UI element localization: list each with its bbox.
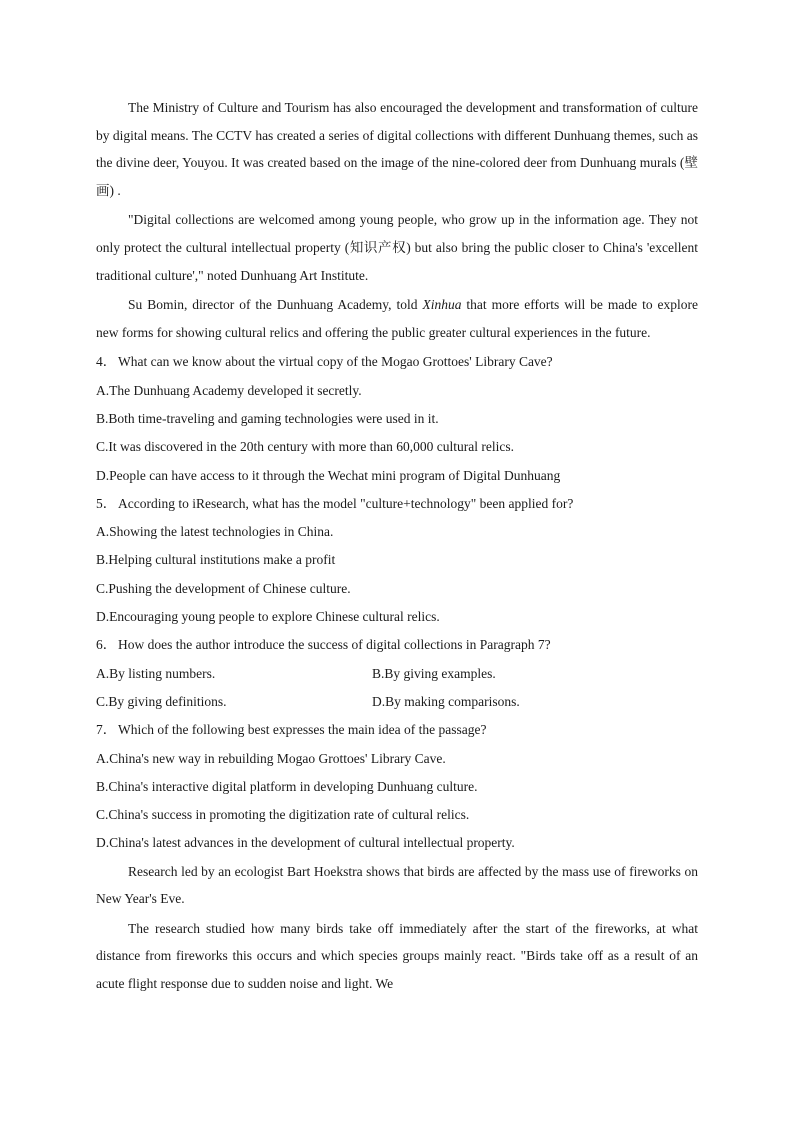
question-5 — [96, 490, 698, 631]
passage-paragraph-3 — [96, 291, 698, 346]
question-7 — [96, 716, 698, 857]
document-page — [96, 94, 698, 1000]
next-passage-paragraph-1: Research led by an ecologist Bart Hoekstra shows that birds are affected by the mass use of fireworks on New Year's Eve. — [96, 863, 698, 907]
option-row — [96, 688, 698, 716]
option-c: C.China's success in promoting the digitization rate of cultural relics. — [96, 807, 470, 823]
option-c: C.By giving definitions. — [96, 693, 227, 709]
passage-paragraph-2: "Digital collections are welcomed among young people, who grow up in the information age. They not only protect the cultural intellectual property (知识产权) but also bring the public closer to China's 'excellent traditional culture'," noted Dunhuang Art Institute. — [96, 212, 698, 283]
option-c: C.Pushing the development of Chinese culture. — [96, 580, 351, 596]
option-d: D.By making comparisons. — [372, 693, 520, 709]
option-d: D.Encouraging young people to explore Chinese cultural relics. — [96, 609, 440, 625]
question-text: According to iResearch, what has the model "culture+technology" been applied for? — [118, 495, 574, 511]
option-d: D.China's latest advances in the development of cultural intellectual property. — [96, 835, 515, 851]
option-b: B.Helping cultural institutions make a profit — [96, 552, 336, 568]
passage-paragraph-1: The Ministry of Culture and Tourism has also encouraged the development and transformation of culture by digital means. The CCTV has created a series of digital collections with different Dunhuang themes, such as the divine deer, Youyou. It was created based on the image of the nine-colored deer from Dunhuang murals (壁画) . — [96, 100, 698, 198]
option-a: A.Showing the latest technologies in China. — [96, 524, 334, 540]
option-row — [96, 660, 698, 688]
question-stem — [96, 490, 698, 518]
question-text: What can we know about the virtual copy of the Mogao Grottoes' Library Cave? — [118, 354, 553, 370]
option-c: C.It was discovered in the 20th century with more than 60,000 cultural relics. — [96, 439, 515, 455]
option-d: D.People can have access to it through the Wechat mini program of Digital Dunhuang — [96, 467, 561, 483]
question-stem — [96, 348, 698, 376]
question-text: How does the author introduce the success of digital collections in Paragraph 7? — [118, 637, 551, 653]
question-4 — [96, 348, 698, 489]
paragraph-3-italic: Xinhua — [422, 297, 462, 313]
question-number: 6． — [96, 637, 117, 653]
paragraph-3-text-a: Su Bomin, director of the Dunhuang Academy, told — [128, 297, 423, 313]
question-number: 5． — [96, 495, 117, 511]
option-a: A.The Dunhuang Academy developed it secretly. — [96, 382, 362, 398]
option-b: B.Both time-traveling and gaming technologies were used in it. — [96, 410, 439, 426]
question-number: 7． — [96, 722, 117, 738]
option-a: A.By listing numbers. — [96, 665, 216, 681]
question-text: Which of the following best expresses the main idea of the passage? — [118, 722, 487, 738]
paragraph-3-text-b: that more efforts will be made to explore new forms for showing cultural relics and offering the public greater cultural experiences in the future. — [96, 297, 699, 340]
question-6 — [96, 631, 698, 716]
option-a: A.China's new way in rebuilding Mogao Grottoes' Library Cave. — [96, 750, 446, 766]
option-b: B.China's interactive digital platform in developing Dunhuang culture. — [96, 778, 478, 794]
question-stem — [96, 716, 698, 744]
option-b: B.By giving examples. — [372, 665, 496, 681]
next-passage-paragraph-2: The research studied how many birds take off immediately after the start of the fireworks, at what distance from fireworks this occurs and which species groups mainly react. "Birds take off as a result of an acute flight response due to sudden noise and light. We — [96, 920, 698, 992]
question-number: 4． — [96, 354, 117, 370]
question-stem — [96, 631, 698, 659]
